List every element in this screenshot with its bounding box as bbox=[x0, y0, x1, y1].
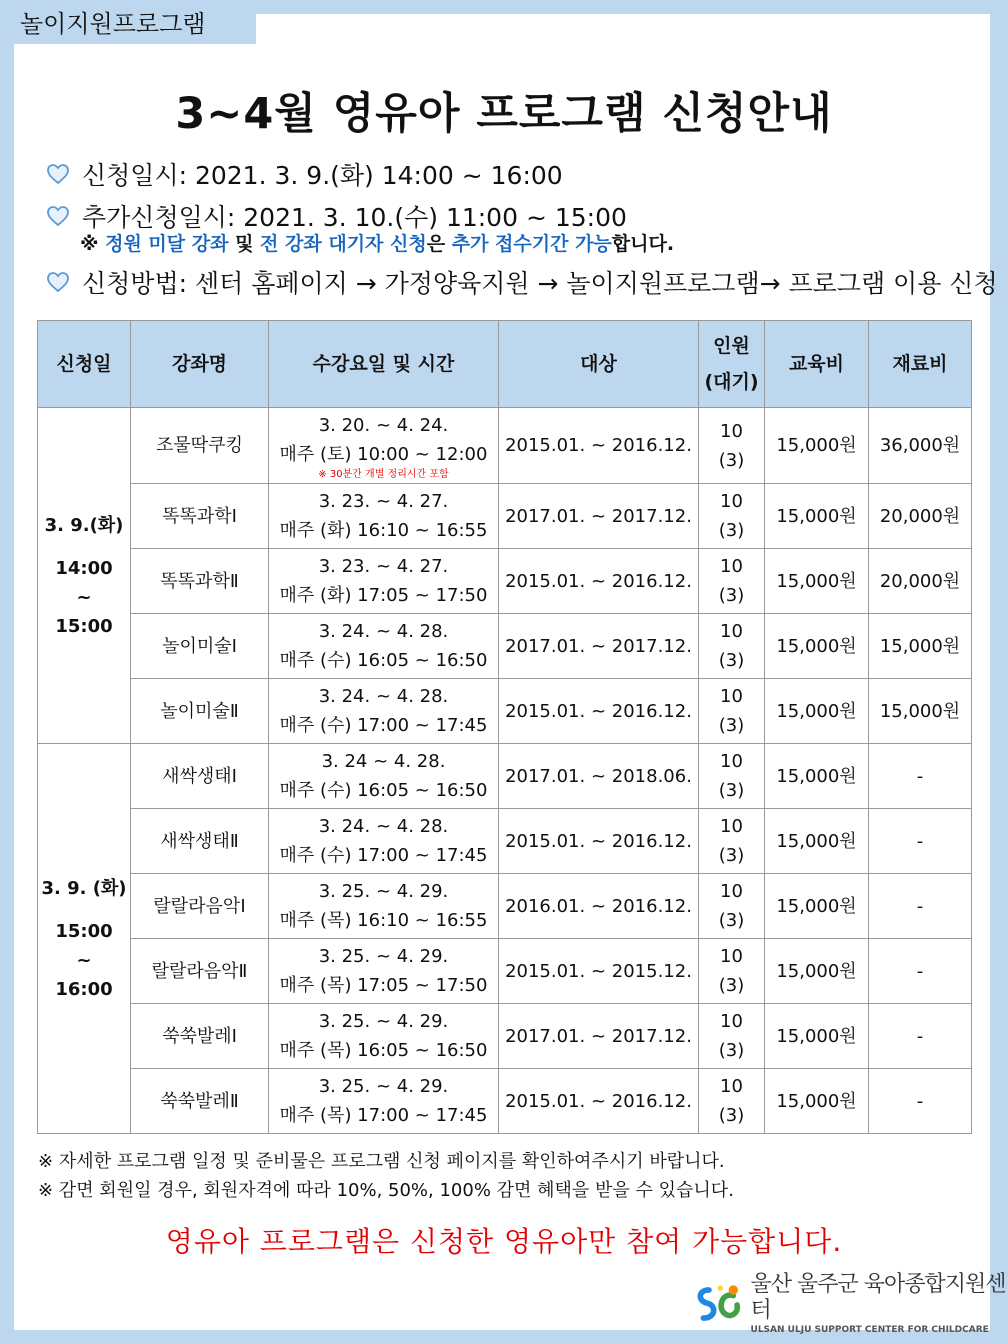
capacity-value: 10 bbox=[720, 686, 743, 707]
fee-cell: 15,000원 bbox=[765, 744, 869, 809]
table-row bbox=[38, 484, 972, 549]
capacity-cell bbox=[699, 679, 765, 744]
capacity-cell bbox=[699, 408, 765, 484]
fee-cell: 15,000원 bbox=[765, 939, 869, 1004]
fee-cell: 15,000원 bbox=[765, 549, 869, 614]
apply-date-cell bbox=[38, 408, 131, 744]
schedule-cell bbox=[269, 744, 499, 809]
waitlist-value: (3) bbox=[718, 910, 745, 931]
center-logo bbox=[694, 1272, 1008, 1336]
schedule-time: 매주 (수) 16:05 ~ 16:50 bbox=[279, 780, 488, 801]
capacity-value: 10 bbox=[720, 751, 743, 772]
header-fee: 교육비 bbox=[765, 321, 869, 408]
note-blue-3: 추가 접수기간 가능 bbox=[451, 233, 612, 255]
schedule-cell bbox=[269, 1004, 499, 1069]
course-name: 새싹생태Ⅰ bbox=[131, 744, 269, 809]
material-cell: - bbox=[869, 744, 972, 809]
capacity-value: 10 bbox=[720, 556, 743, 577]
material-cell: 15,000원 bbox=[869, 679, 972, 744]
note-blue-2: 전 강좌 대기자 신청 bbox=[260, 233, 427, 255]
table-row bbox=[38, 549, 972, 614]
heart-icon bbox=[46, 270, 70, 294]
apply-date-2: 14:00 bbox=[55, 557, 113, 579]
schedule-period: 3. 20. ~ 4. 24. bbox=[318, 414, 449, 436]
schedule-period: 3. 23. ~ 4. 27. bbox=[318, 491, 449, 512]
course-name: 똑똑과학Ⅰ bbox=[131, 484, 269, 549]
course-name: 조물딱쿠킹 bbox=[131, 408, 269, 484]
schedule-time: 매주 (화) 16:10 ~ 16:55 bbox=[279, 520, 488, 541]
heart-icon bbox=[46, 162, 70, 186]
waitlist-value: (3) bbox=[718, 845, 745, 866]
table-row bbox=[38, 939, 972, 1004]
capacity-value: 10 bbox=[720, 420, 743, 442]
material-cell: 36,000원 bbox=[869, 408, 972, 484]
schedule-cell bbox=[269, 679, 499, 744]
target-cell: 2015.01. ~ 2016.12. bbox=[499, 809, 699, 874]
fee-cell: 15,000원 bbox=[765, 1004, 869, 1069]
target-cell: 2017.01. ~ 2017.12. bbox=[499, 1004, 699, 1069]
table-row bbox=[38, 408, 972, 484]
capacity-cell bbox=[699, 484, 765, 549]
capacity-cell bbox=[699, 614, 765, 679]
schedule-period: 3. 24 ~ 4. 28. bbox=[321, 751, 446, 772]
schedule-period: 3. 24. ~ 4. 28. bbox=[318, 816, 449, 837]
note-suffix: 합니다. bbox=[611, 233, 675, 255]
material-cell: - bbox=[869, 939, 972, 1004]
course-name: 놀이미술Ⅰ bbox=[131, 614, 269, 679]
table-row bbox=[38, 809, 972, 874]
material-cell: - bbox=[869, 809, 972, 874]
footnote-2: ※ 감면 회원일 경우, 회원자격에 따라 10%, 50%, 100% 감면 혜택을 받을 수 있습니다. bbox=[38, 1180, 734, 1201]
target-cell: 2017.01. ~ 2017.12. bbox=[499, 614, 699, 679]
waitlist-value: (3) bbox=[718, 520, 745, 541]
material-cell: 20,000원 bbox=[869, 549, 972, 614]
capacity-value: 10 bbox=[720, 1076, 743, 1097]
method-line bbox=[46, 264, 998, 300]
course-name: 놀이미술Ⅱ bbox=[131, 679, 269, 744]
waitlist-value: (3) bbox=[718, 650, 745, 671]
fee-cell: 15,000원 bbox=[765, 408, 869, 484]
fee-cell: 15,000원 bbox=[765, 679, 869, 744]
center-name-en: ULSAN ULJU SUPPORT CENTER FOR CHILDCARE bbox=[750, 1325, 989, 1335]
capacity-cell bbox=[699, 1069, 765, 1134]
capacity-cell bbox=[699, 874, 765, 939]
schedule-cell bbox=[269, 484, 499, 549]
extra-apply-note bbox=[80, 229, 674, 256]
waitlist-value: (3) bbox=[718, 449, 745, 471]
apply-date-1: 3. 9.(화) bbox=[44, 514, 124, 536]
table-body bbox=[38, 408, 972, 1134]
header-capacity bbox=[699, 321, 765, 408]
schedule-time: 매주 (화) 17:05 ~ 17:50 bbox=[279, 585, 488, 606]
target-cell: 2016.01. ~ 2016.12. bbox=[499, 874, 699, 939]
header-date: 신청일 bbox=[38, 321, 131, 408]
course-name: 랄랄라음악Ⅰ bbox=[131, 874, 269, 939]
material-cell: - bbox=[869, 1004, 972, 1069]
header-course: 강좌명 bbox=[131, 321, 269, 408]
schedule-time: 매주 (수) 17:00 ~ 17:45 bbox=[279, 715, 488, 736]
table-header-row bbox=[38, 321, 972, 408]
schedule-cell bbox=[269, 1069, 499, 1134]
schedule-period: 3. 23. ~ 4. 27. bbox=[318, 556, 449, 577]
capacity-cell bbox=[699, 549, 765, 614]
apply-date-1: 3. 9. (화) bbox=[41, 877, 127, 899]
note-blue-1: 정원 미달 강좌 bbox=[105, 233, 229, 255]
header-material: 재료비 bbox=[869, 321, 972, 408]
schedule-period: 3. 25. ~ 4. 29. bbox=[318, 946, 449, 967]
fee-cell: 15,000원 bbox=[765, 874, 869, 939]
apply-date-cell bbox=[38, 744, 131, 1134]
course-name: 똑똑과학Ⅱ bbox=[131, 549, 269, 614]
schedule-note: ※ 30분간 개별 정리시간 포함 bbox=[318, 468, 449, 480]
table-row bbox=[38, 1004, 972, 1069]
table-row bbox=[38, 614, 972, 679]
participation-notice: 영유아 프로그램은 신청한 영유아만 참여 가능합니다. bbox=[165, 1225, 843, 1258]
schedule-time: 매주 (목) 16:10 ~ 16:55 bbox=[279, 910, 488, 931]
material-cell: - bbox=[869, 1069, 972, 1134]
course-name: 새싹생태Ⅱ bbox=[131, 809, 269, 874]
capacity-cell bbox=[699, 1004, 765, 1069]
waitlist-value: (3) bbox=[718, 780, 745, 801]
schedule-period: 3. 24. ~ 4. 28. bbox=[318, 686, 449, 707]
schedule-period: 3. 24. ~ 4. 28. bbox=[318, 621, 449, 642]
note-mid-2: 은 bbox=[426, 233, 452, 255]
fee-cell: 15,000원 bbox=[765, 614, 869, 679]
material-cell: 20,000원 bbox=[869, 484, 972, 549]
page-title: 3~4월 영유아 프로그램 신청안내 bbox=[175, 89, 833, 139]
target-cell: 2015.01. ~ 2016.12. bbox=[499, 549, 699, 614]
target-cell: 2015.01. ~ 2016.12. bbox=[499, 1069, 699, 1134]
capacity-cell bbox=[699, 939, 765, 1004]
target-cell: 2017.01. ~ 2018.06. bbox=[499, 744, 699, 809]
note-prefix: ※ bbox=[80, 233, 106, 255]
header-capacity-bottom: (대기) bbox=[704, 371, 759, 393]
schedule-time: 매주 (토) 10:00 ~ 12:00 bbox=[279, 443, 488, 465]
note-mid-1: 및 bbox=[228, 233, 261, 255]
extra-date-text: 추가신청일시: 2021. 3. 10.(수) 11:00 ~ 15:00 bbox=[82, 203, 627, 232]
capacity-value: 10 bbox=[720, 946, 743, 967]
heart-icon bbox=[46, 204, 70, 228]
waitlist-value: (3) bbox=[718, 715, 745, 736]
target-cell: 2015.01. ~ 2015.12. bbox=[499, 939, 699, 1004]
schedule-cell bbox=[269, 809, 499, 874]
waitlist-value: (3) bbox=[718, 1105, 745, 1126]
table-row bbox=[38, 679, 972, 744]
material-cell: 15,000원 bbox=[869, 614, 972, 679]
schedule-time: 매주 (목) 17:00 ~ 17:45 bbox=[279, 1105, 488, 1126]
schedule-cell bbox=[269, 614, 499, 679]
header-target: 대상 bbox=[499, 321, 699, 408]
capacity-cell bbox=[699, 744, 765, 809]
schedule-period: 3. 25. ~ 4. 29. bbox=[318, 881, 449, 902]
waitlist-value: (3) bbox=[718, 975, 745, 996]
capacity-value: 10 bbox=[720, 816, 743, 837]
capacity-value: 10 bbox=[720, 491, 743, 512]
apply-date-3: ~ bbox=[76, 586, 92, 608]
course-name: 쑥쑥발레Ⅰ bbox=[131, 1004, 269, 1069]
table-row bbox=[38, 1069, 972, 1134]
apply-date-2: 15:00 bbox=[55, 920, 113, 942]
apply-date-4: 16:00 bbox=[55, 978, 113, 1000]
schedule-time: 매주 (수) 16:05 ~ 16:50 bbox=[279, 650, 488, 671]
apply-date-text: 신청일시: 2021. 3. 9.(화) 14:00 ~ 16:00 bbox=[82, 161, 563, 190]
schedule-cell bbox=[269, 549, 499, 614]
target-cell: 2015.01. ~ 2016.12. bbox=[499, 408, 699, 484]
fee-cell: 15,000원 bbox=[765, 1069, 869, 1134]
program-table bbox=[37, 320, 972, 1134]
table-row bbox=[38, 874, 972, 939]
category-tab: 놀이지원프로그램 bbox=[14, 4, 256, 44]
schedule-time: 매주 (수) 17:00 ~ 17:45 bbox=[279, 845, 488, 866]
fee-cell: 15,000원 bbox=[765, 809, 869, 874]
header-schedule: 수강요일 및 시간 bbox=[269, 321, 499, 408]
schedule-cell bbox=[269, 939, 499, 1004]
center-name-kr: 울산 울주군 육아종합지원센터 bbox=[750, 1272, 1006, 1323]
schedule-cell bbox=[269, 874, 499, 939]
capacity-value: 10 bbox=[720, 1011, 743, 1032]
waitlist-value: (3) bbox=[718, 585, 745, 606]
schedule-time: 매주 (목) 17:05 ~ 17:50 bbox=[279, 975, 488, 996]
header-capacity-top: 인원 bbox=[713, 335, 750, 357]
capacity-value: 10 bbox=[720, 621, 743, 642]
apply-date-4: 15:00 bbox=[55, 615, 113, 637]
apply-date-3: ~ bbox=[76, 949, 92, 971]
fee-cell: 15,000원 bbox=[765, 484, 869, 549]
table-row bbox=[38, 744, 972, 809]
target-cell: 2015.01. ~ 2016.12. bbox=[499, 679, 699, 744]
material-cell: - bbox=[869, 874, 972, 939]
course-name: 쑥쑥발레Ⅱ bbox=[131, 1069, 269, 1134]
target-cell: 2017.01. ~ 2017.12. bbox=[499, 484, 699, 549]
capacity-cell bbox=[699, 809, 765, 874]
schedule-time: 매주 (목) 16:05 ~ 16:50 bbox=[279, 1040, 488, 1061]
center-logo-icon bbox=[694, 1279, 745, 1329]
capacity-value: 10 bbox=[720, 881, 743, 902]
center-logo-text bbox=[751, 1272, 1008, 1336]
apply-date-line bbox=[46, 156, 563, 192]
method-text: 신청방법: 센터 홈페이지 → 가정양육지원 → 놀이지원프로그램→ 프로그램 이용 신청 bbox=[82, 269, 998, 298]
schedule-cell bbox=[269, 408, 499, 484]
waitlist-value: (3) bbox=[718, 1040, 745, 1061]
schedule-period: 3. 25. ~ 4. 29. bbox=[318, 1076, 449, 1097]
course-name: 랄랄라음악Ⅱ bbox=[131, 939, 269, 1004]
schedule-period: 3. 25. ~ 4. 29. bbox=[318, 1011, 449, 1032]
footnote-1: ※ 자세한 프로그램 일정 및 준비물은 프로그램 신청 페이지를 확인하여주시기 바랍니다. bbox=[38, 1151, 725, 1172]
